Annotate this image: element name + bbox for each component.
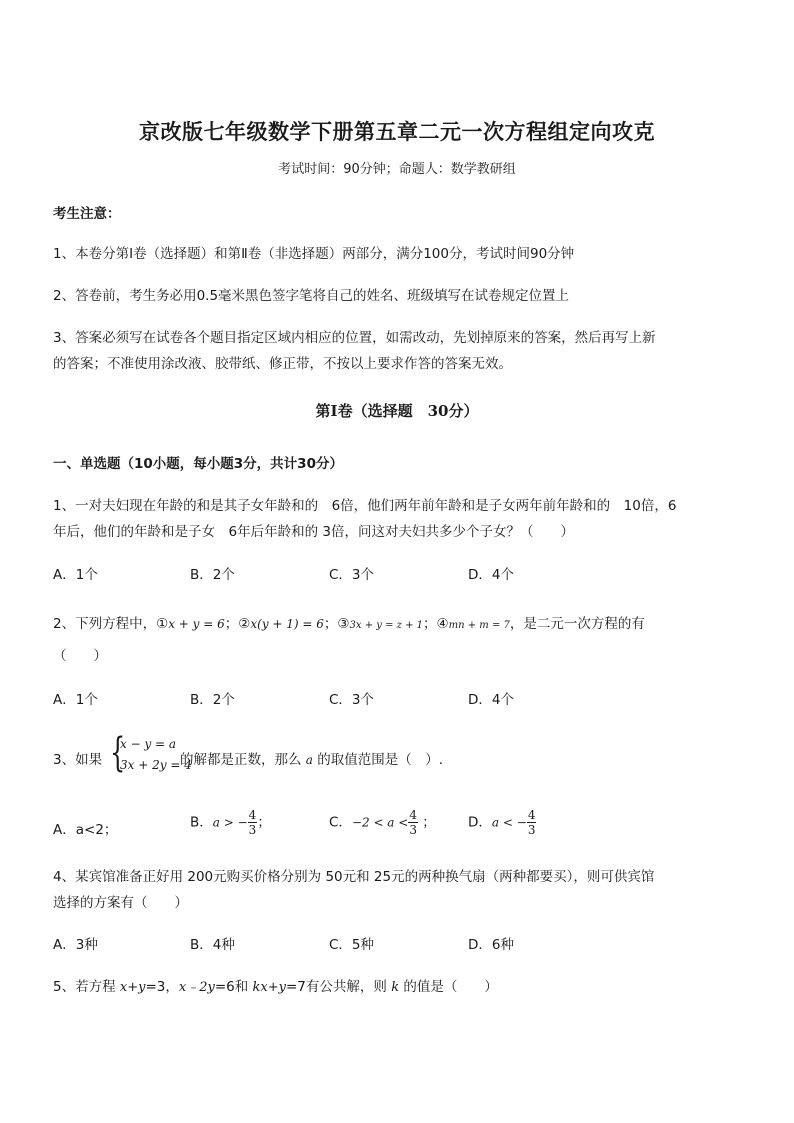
question-3-suffix xyxy=(180,748,443,768)
q2-marker-4: ；④ xyxy=(423,616,449,632)
q3-suffix-text: 的解都是正数，那么 xyxy=(180,752,302,768)
q5-text-2: =6和 xyxy=(214,979,249,995)
q2-option-c: C．3个 xyxy=(329,692,375,708)
q2-option-a: A．1个 xyxy=(53,692,98,708)
q3-option-b-end: ； xyxy=(257,814,271,831)
q3-option-c-end: ； xyxy=(422,814,436,831)
q2-marker-1: ① xyxy=(156,616,169,632)
page-title: 京改版七年级数学下册第五章二元一次方程组定向攻克 xyxy=(139,119,655,144)
part-heading: 一、单选题（10小题，每小题3分，共计30分） xyxy=(53,456,343,472)
system-equation-1: x − y = a xyxy=(120,737,177,751)
notice-item-3-line-2: 的答案；不准使用涂改液、胶带纸、修正带，不按以上要求作答的答案无效。 xyxy=(53,356,512,372)
q3-option-c-math: −2 < a < xyxy=(351,815,409,830)
q4-option-c: C．5种 xyxy=(329,937,375,953)
q2-suffix: ，是二元一次方程的有 xyxy=(509,616,645,632)
notice-heading: 考生注意： xyxy=(53,206,121,222)
q5-expression-3: kx+y xyxy=(252,980,286,995)
question-4-line-1: 4、某宾馆准备正好用 200元购买价格分别为 50元和 25元的两种换气扇（两种都要买），则可供宾馆 xyxy=(53,869,655,885)
question-2-line-2: （ ） xyxy=(53,648,107,664)
system-equation-2: 3x + 2y = 4 xyxy=(120,758,192,772)
question-4-line-2: 选择的方案有（ ） xyxy=(53,895,188,911)
question-2-line-1 xyxy=(53,612,645,632)
q3-variable: a xyxy=(305,753,313,767)
q2-option-b: B．2个 xyxy=(190,692,235,708)
fraction-denominator: 3 xyxy=(409,823,417,837)
q1-option-b: B．2个 xyxy=(190,567,235,583)
q3-option-d xyxy=(468,808,536,837)
q3-option-d-label: D． xyxy=(468,814,492,831)
q2-marker-2: ；② xyxy=(224,616,251,632)
q5-text-1: =3， xyxy=(145,979,179,995)
q4-option-d: D．6种 xyxy=(468,937,514,953)
q2-option-d: D．4个 xyxy=(468,692,514,708)
q3-option-b xyxy=(190,808,271,837)
notice-item-2: 2、答卷前，考生务必用0.5毫米黑色签字笔将自己的姓名、班级填写在试卷规定位置上 xyxy=(53,288,570,304)
q3-option-a: A．a<2； xyxy=(53,822,118,838)
q2-marker-3: ；③ xyxy=(323,616,350,632)
brace-symbol: { xyxy=(110,730,126,776)
q3-option-d-math: a < − xyxy=(491,815,527,830)
fraction-numerator: 4 xyxy=(409,808,417,822)
q2-equation-3: 3x + y = z + 1 xyxy=(349,620,424,631)
section-title: 第Ⅰ卷（选择题 30分） xyxy=(315,402,479,420)
q3-option-b-math: a > − xyxy=(212,815,248,830)
q5-expression-1: x+y xyxy=(119,980,146,995)
exam-info: 考试时间：90分钟；命题人：数学教研组 xyxy=(278,162,516,177)
q1-option-a: A．1个 xyxy=(53,567,98,583)
q3-suffix-text-2: 的取值范围是（ ）. xyxy=(317,752,444,768)
q3-option-c xyxy=(329,808,436,837)
q3-option-c-label: C． xyxy=(329,814,352,831)
q5-expression-2: x﹣2y xyxy=(178,980,215,995)
q3-option-b-fraction xyxy=(248,808,258,837)
fraction-numerator: 4 xyxy=(248,808,257,822)
fraction-denominator: 3 xyxy=(527,823,536,837)
q3-option-d-fraction xyxy=(527,808,537,837)
q2-equation-1: x + y = 6 xyxy=(168,617,225,631)
notice-item-3-line-1: 3、答案必须写在试卷各个题目指定区域内相应的位置，如需改动，先划掉原来的答案，然后再写上新 xyxy=(53,330,656,346)
q2-equation-4: mn + m = 7 xyxy=(448,620,510,631)
question-3-prefix: 3、如果 xyxy=(53,752,103,768)
q1-option-d: D．4个 xyxy=(468,567,514,583)
q5-prefix: 5、若方程 xyxy=(53,979,116,995)
q5-text-4: 的值是（ ） xyxy=(403,979,498,995)
q4-option-a: A．3种 xyxy=(53,937,98,953)
fraction-numerator: 4 xyxy=(527,808,536,822)
q5-text-3: =7有公共解，则 xyxy=(285,979,387,995)
question-1-line-2: 年后，他们的年龄和是子女 6年后年龄和的 3倍，问这对夫妇共多少个子女？（ ） xyxy=(53,524,574,540)
q1-option-c: C．3个 xyxy=(329,567,375,583)
question-1-line-1: 1、一对夫妇现在年龄的和是其子女年龄和的 6倍，他们两年前年龄和是子女两年前年龄和的 10倍，6 xyxy=(53,498,677,514)
question-5 xyxy=(53,975,498,995)
q3-option-c-fraction xyxy=(408,808,418,837)
q2-prefix: 2、下列方程中， xyxy=(53,616,157,632)
q5-expression-4: k xyxy=(391,980,400,995)
q2-equation-2: x(y + 1) = 6 xyxy=(250,617,324,631)
q4-option-b: B．4种 xyxy=(190,937,235,953)
fraction-denominator: 3 xyxy=(248,823,257,837)
q3-option-b-label: B． xyxy=(190,814,213,831)
notice-item-1: 1、本卷分第Ⅰ卷（选择题）和第Ⅱ卷（非选择题）两部分，满分100分，考试时间90分钟 xyxy=(53,246,575,262)
